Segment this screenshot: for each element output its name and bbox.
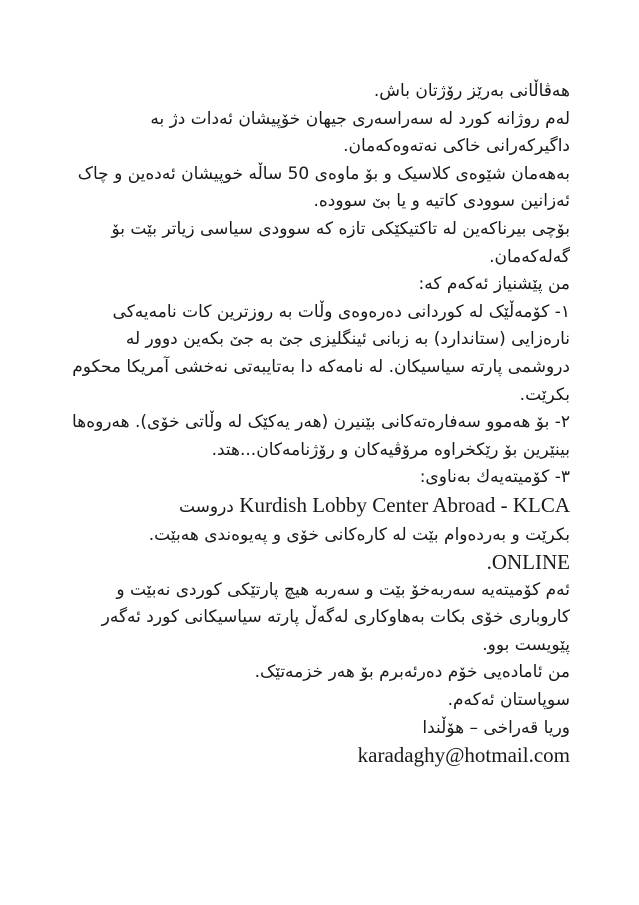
intro-paragraph-3: بۆچی بیرناکەین لە تاکتیکێکی تازە کە سوودی سیاسی زیاتر بێت بۆ گەلەکەمان. [111, 218, 570, 267]
committee-name-line [62, 492, 570, 522]
signature-line: وریا قەراخی – هۆڵندا [422, 717, 570, 738]
intro-paragraph-2: بەهەمان شێوەی کلاسیک و بۆ ماوەی 50 ساڵە خوپیشان ئەدەین و چاک ئەزانین سوودی کاتیە و یا بێ سوودە. [77, 163, 570, 212]
proposal-item-3-body: بکرێت و بەردەوام بێت لە کارەکانی خۆی و پەیوەندی هەبێت. [148, 524, 570, 545]
greeting-line: هەڤاڵانی بەرێز رۆژتان باش. [373, 81, 570, 101]
committee-name-suffix: دروست [178, 496, 234, 517]
email-line [62, 742, 570, 772]
committee-note: ئەم کۆمیتەیە سەربەخۆ بێت و سەربە هیچ پارتێکی کوردی نەبێت و کاروباری خۆی بکات بەهاوکاری لەگەڵ پارتە سیاسیکانی کورد ئەگەر پێویست بوو. [101, 579, 570, 655]
proposal-item-3-heading: ٣- کۆمیتەیەك بەناوی: [419, 467, 570, 488]
readiness-line: من ئامادەیی خۆم دەرئەبرم بۆ هەر خزمەتێک. [254, 662, 570, 683]
proposal-item-2: ٢- بۆ هەموو سەفارەتەکانی بێنیرن (هەر یەکێک لە وڵاتی خۆی). هەروەها بینێرین بۆ رێکخراوە مرۆڤیەکان و رۆژنامەکان...هتد. [72, 412, 570, 460]
online-label: ONLINE. [486, 550, 570, 575]
thanks-line: سوپاستان ئەکەم. [447, 690, 570, 711]
proposal-item-1: ١- کۆمەڵێک لە کوردانی دەرەوەی وڵات بە روزترین کات نامەیەکی نارەزایی (ستاندارد) بە زبانی ئینگلیزی جێ بە جێ بکەین دوور لە دروشمی پارتە سیاسیکان. لە نامەکە دا بەتایبەتی نەخشی آمریکا محکوم بکرێت. [72, 301, 570, 405]
proposal-heading: من پێشنیاز ئەکەم کە: [418, 274, 570, 295]
letter-body [62, 78, 570, 772]
intro-paragraph-1: لەم روژانە کورد لە سەراسەری جیهان خۆپیشان ئەدات دژ بە داگیرکەرانی خاکی نەتەوەکەمان. [150, 108, 570, 157]
email-address[interactable]: karadaghy@hotmail.com [357, 743, 570, 768]
committee-name: Kurdish Lobby Center Abroad - KLCA [239, 492, 570, 517]
